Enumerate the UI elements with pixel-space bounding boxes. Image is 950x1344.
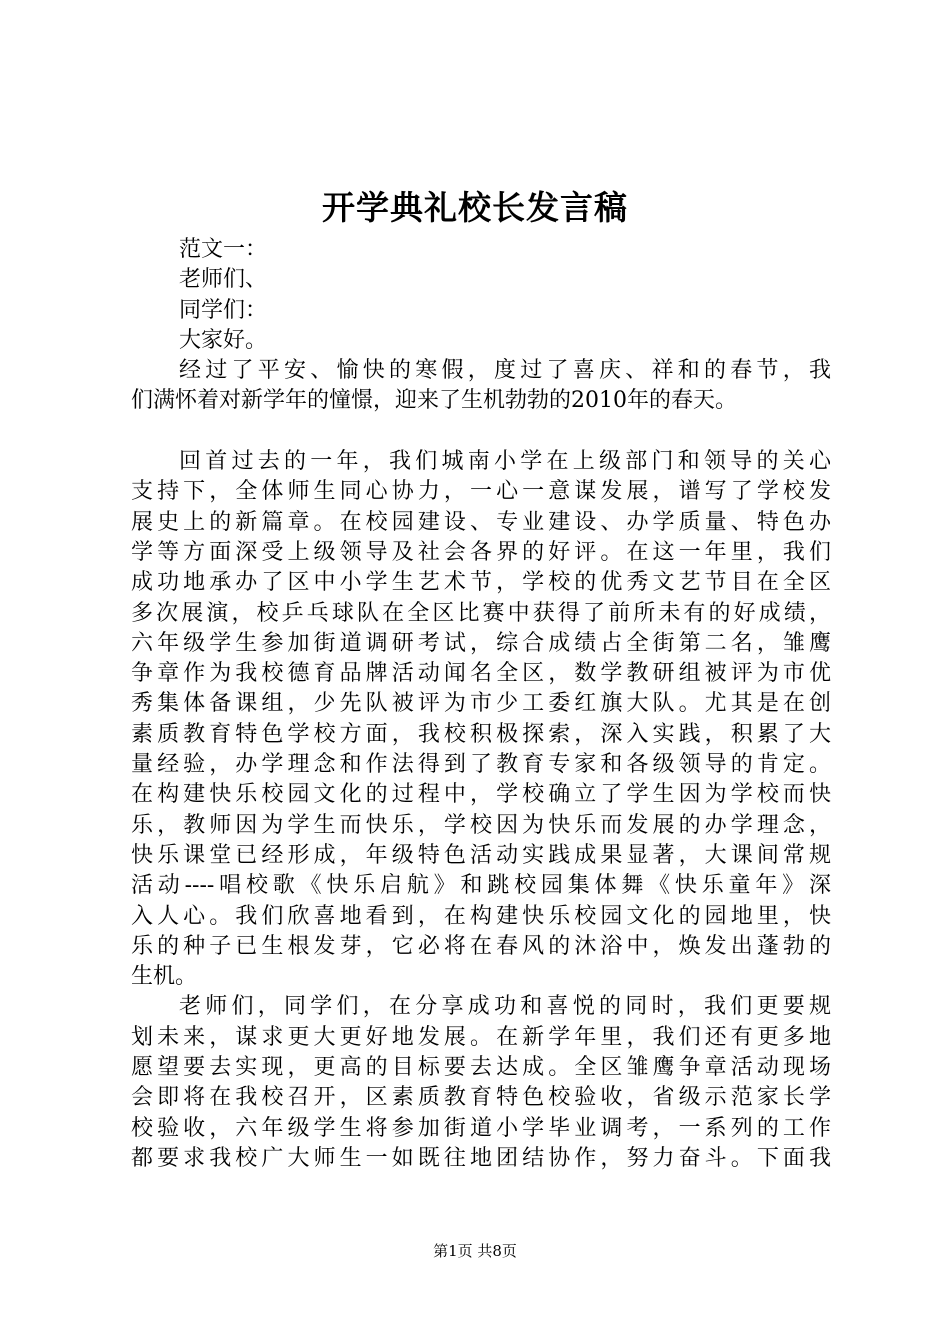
text-line: 会即将在我校召开，区素质教育特色校验收，省级示范家长学 — [131, 1085, 831, 1111]
text-line: 快乐课堂已经形成，年级特色活动实践成果显著，大课间常规 — [131, 842, 831, 868]
text-line: 多次展演，校乒乓球队在全区比赛中获得了前所未有的好成绩， — [131, 600, 831, 626]
text-line: 秀集体备课组，少先队被评为市少工委红旗大队。尤其是在创 — [131, 691, 831, 717]
text-line: 校验收，六年级学生将参加街道小学毕业调考，一系列的工作 — [131, 1115, 831, 1141]
text-line: 老师们、 — [179, 267, 268, 293]
text-line: 都要求我校广大师生一如既往地团结协作，努力奋斗。下面我 — [131, 1145, 831, 1171]
text-line: 素质教育特色学校方面，我校积极探索，深入实践，积累了大 — [131, 721, 831, 747]
text-line: 六年级学生参加街道调研考试，综合成绩占全街第二名，雏鹰 — [131, 630, 831, 656]
text-line: 活动----唱校歌《快乐启航》和跳校园集体舞《快乐童年》深 — [131, 873, 831, 899]
blank-line — [131, 417, 831, 447]
text-line: 回首过去的一年，我们城南小学在上级部门和领导的关心 — [179, 449, 831, 475]
text-line: 在构建快乐校园文化的过程中，学校确立了学生因为学校而快 — [131, 782, 831, 808]
document-title: 开学典礼校长发言稿 — [322, 188, 628, 227]
text-line: 乐的种子已生根发芽，它必将在春风的沐浴中，焕发出蓬勃的 — [131, 933, 831, 959]
text-line: 老师们，同学们，在分享成功和喜悦的同时，我们更要规 — [179, 994, 831, 1020]
text-line: 量经验，办学理念和作法得到了教育专家和各级领导的肯定。 — [131, 752, 831, 778]
text-line: 学等方面深受上级领导及社会各界的好评。在这一年里，我们 — [131, 539, 831, 565]
text-line: 支持下，全体师生同心协力，一心一意谋发展，谱写了学校发 — [131, 479, 831, 505]
text-line: 争章作为我校德育品牌活动闻名全区，数学教研组被评为市优 — [131, 661, 831, 687]
text-line: 乐，教师因为学生而快乐，学校因为快乐而发展的办学理念， — [131, 812, 831, 838]
text-line: 们满怀着对新学年的憧憬，迎来了生机勃勃的2010年的春天。 — [131, 388, 737, 414]
document-body — [131, 235, 831, 1174]
text-line: 展史上的新篇章。在校园建设、专业建设、办学质量、特色办 — [131, 509, 831, 535]
text-line: 愿望要去实现，更高的目标要去达成。全区雏鹰争章活动现场 — [131, 1055, 831, 1081]
page-footer: 第1页 共8页 — [433, 1242, 517, 1260]
text-line: 划未来，谋求更大更好地发展。在新学年里，我们还有更多地 — [131, 1024, 831, 1050]
text-line: 范文一： — [179, 237, 268, 262]
text-line: 经过了平安、愉快的寒假，度过了喜庆、祥和的春节，我 — [179, 358, 831, 384]
text-line: 同学们： — [179, 297, 268, 323]
text-line: 入人心。我们欣喜地看到，在构建快乐校园文化的园地里，快 — [131, 903, 831, 929]
text-line: 成功地承办了区中小学生艺术节，学校的优秀文艺节目在全区 — [131, 570, 831, 596]
text-line: 生机。 — [131, 964, 198, 990]
text-line: 大家好。 — [179, 327, 268, 353]
